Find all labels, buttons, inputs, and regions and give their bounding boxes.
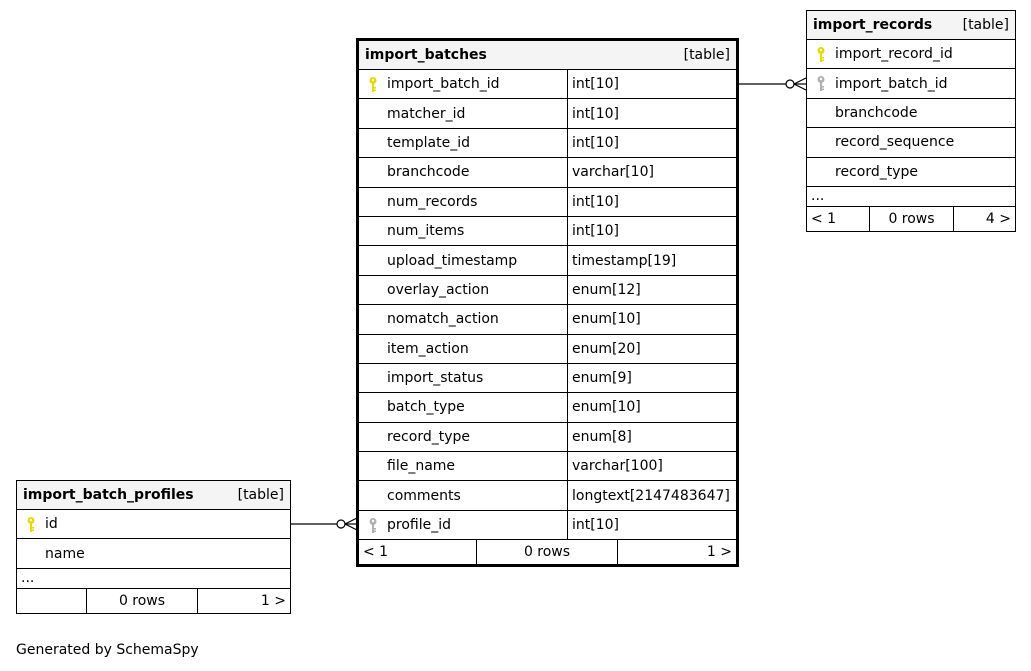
column-name-cell: [17, 510, 290, 538]
column-name: template_id: [387, 134, 470, 151]
column-row[interactable]: [359, 217, 736, 246]
column-name-cell: [359, 246, 567, 274]
column-list: [359, 70, 736, 540]
table-name: import_batch_profiles: [23, 487, 194, 503]
primary-key-icon: [807, 46, 835, 63]
column-type: enum[10]: [567, 393, 736, 421]
column-row[interactable]: [359, 364, 736, 393]
column-name-cell: [359, 188, 567, 216]
column-name: import_status: [387, 370, 484, 387]
column-name: record_sequence: [835, 134, 955, 151]
column-row[interactable]: [807, 69, 1015, 98]
edge-batches-to-profiles: [290, 518, 357, 530]
table-import-batch-profiles[interactable]: [16, 480, 291, 614]
column-name: num_items: [387, 223, 465, 240]
column-name: branchcode: [835, 104, 918, 121]
column-name: record_type: [835, 163, 918, 180]
footer-prev: < 1: [363, 544, 389, 561]
column-name: overlay_action: [387, 281, 490, 298]
footer-next: 1 >: [617, 540, 736, 564]
column-type: int[10]: [567, 188, 736, 216]
footer-prev: < 1: [811, 210, 837, 227]
column-row[interactable]: [807, 128, 1015, 157]
column-name: batch_type: [387, 399, 465, 416]
table-kind: [table]: [962, 17, 1009, 33]
table-footer: [17, 589, 290, 613]
table-import-records[interactable]: [806, 10, 1016, 232]
column-name-cell: [359, 481, 567, 509]
column-name: record_type: [387, 428, 470, 445]
column-name-cell: [807, 158, 1015, 186]
column-name-cell: [359, 335, 567, 363]
column-name: comments: [387, 487, 461, 504]
column-row[interactable]: [359, 246, 736, 275]
column-name: matcher_id: [387, 105, 466, 122]
footer-next: 4 >: [953, 207, 1015, 231]
column-name: id: [45, 516, 58, 533]
column-row[interactable]: [807, 40, 1015, 69]
table-kind: [table]: [237, 487, 284, 503]
column-name-cell: [359, 158, 567, 186]
column-name-cell: [359, 70, 567, 98]
column-name-cell: [359, 452, 567, 480]
column-list: [17, 510, 290, 569]
column-name-cell: [359, 305, 567, 333]
column-name: import_batch_id: [387, 76, 500, 93]
column-name: name: [45, 545, 85, 562]
footer-rows: 0 rows: [476, 540, 617, 564]
primary-key-icon: [359, 76, 387, 93]
column-name: import_record_id: [835, 46, 953, 63]
edge-import-records-to-batches: [739, 78, 806, 90]
column-name: import_batch_id: [835, 75, 948, 92]
table-footer: [807, 207, 1015, 231]
column-row[interactable]: [807, 99, 1015, 128]
table-header: [807, 11, 1015, 40]
column-type: int[10]: [567, 70, 736, 98]
footer-rows: 0 rows: [869, 207, 953, 231]
table-footer: [359, 540, 736, 564]
column-name: nomatch_action: [387, 311, 499, 328]
column-type: longtext[2147483647]: [567, 481, 736, 509]
column-row[interactable]: [359, 70, 736, 99]
column-name-cell: [359, 393, 567, 421]
column-name: file_name: [387, 458, 456, 475]
column-row[interactable]: [359, 393, 736, 422]
column-name-cell: [807, 69, 1015, 97]
column-name-cell: [807, 99, 1015, 127]
foreign-key-icon: [359, 517, 387, 534]
column-type: varchar[10]: [567, 158, 736, 186]
column-type: varchar[100]: [567, 452, 736, 480]
more-columns: ...: [17, 569, 290, 589]
column-type: timestamp[19]: [567, 246, 736, 274]
column-name: num_records: [387, 193, 478, 210]
table-header: [17, 481, 290, 510]
foreign-key-icon: [807, 75, 835, 92]
column-name-cell: [359, 423, 567, 451]
primary-key-icon: [17, 516, 45, 533]
more-columns: ...: [807, 187, 1015, 207]
column-name-cell: [807, 128, 1015, 156]
column-row[interactable]: [359, 276, 736, 305]
column-row[interactable]: [359, 423, 736, 452]
column-row[interactable]: [359, 158, 736, 187]
column-name-cell: [17, 539, 290, 567]
column-type: enum[10]: [567, 305, 736, 333]
column-name-cell: [359, 511, 567, 539]
column-name-cell: [359, 276, 567, 304]
column-row[interactable]: [359, 305, 736, 334]
column-type: int[10]: [567, 99, 736, 127]
column-row[interactable]: [359, 99, 736, 128]
column-row[interactable]: [359, 481, 736, 510]
column-type: int[10]: [567, 129, 736, 157]
footer-prev: [17, 589, 86, 613]
generated-by-label: Generated by SchemaSpy: [16, 642, 199, 658]
column-row[interactable]: [17, 539, 290, 568]
table-header: [359, 41, 736, 70]
column-row[interactable]: [359, 452, 736, 481]
column-type: enum[12]: [567, 276, 736, 304]
table-import-batches[interactable]: [356, 38, 739, 567]
column-row[interactable]: [359, 129, 736, 158]
column-row[interactable]: [807, 158, 1015, 187]
column-name: upload_timestamp: [387, 252, 518, 269]
column-type: int[10]: [567, 217, 736, 245]
column-name-cell: [359, 364, 567, 392]
column-row[interactable]: [17, 510, 290, 539]
column-list: [807, 40, 1015, 187]
column-type: enum[9]: [567, 364, 736, 392]
table-name: import_batches: [365, 47, 487, 63]
footer-rows: 0 rows: [86, 589, 197, 613]
column-name-cell: [359, 99, 567, 127]
column-type: enum[20]: [567, 335, 736, 363]
column-name: item_action: [387, 340, 469, 357]
column-row[interactable]: [359, 511, 736, 540]
column-type: int[10]: [567, 511, 736, 539]
table-name: import_records: [813, 17, 933, 33]
column-type: enum[8]: [567, 423, 736, 451]
footer-next: 1 >: [197, 589, 290, 613]
column-name-cell: [807, 40, 1015, 68]
column-name: profile_id: [387, 517, 451, 534]
column-row[interactable]: [359, 335, 736, 364]
column-name-cell: [359, 129, 567, 157]
column-name: branchcode: [387, 164, 470, 181]
table-kind: [table]: [683, 47, 730, 63]
column-name-cell: [359, 217, 567, 245]
column-row[interactable]: [359, 188, 736, 217]
